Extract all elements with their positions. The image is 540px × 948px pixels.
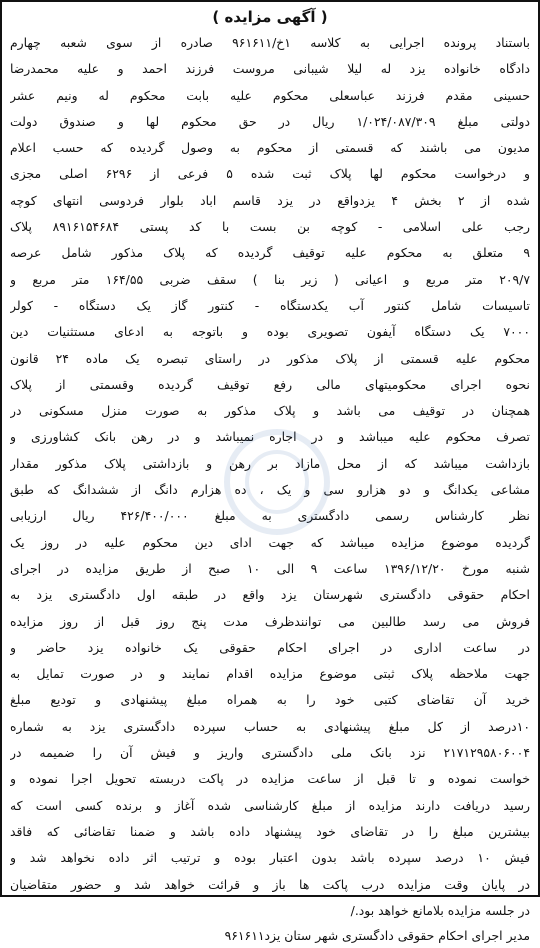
notice-line: ۹ متعلق به محکوم علیه توقیف گردیده که پلاک مذکور شامل عرصه xyxy=(10,245,530,261)
notice-line: فیش ۱۰ درصد سپرده باشد بدون اعتبار بوده و ترتیب اثر داده نخواهد شد و xyxy=(10,850,530,866)
notice-body xyxy=(10,30,530,924)
notice-line: خواست نموده و تا قبل از ساعت مزایده در پاکت دربسته تحویل اجرا نموده و xyxy=(10,771,530,787)
notice-line: همچنان در توقیف می باشد و پلاک مذکور به صورت منزل مسکونی در xyxy=(10,403,530,419)
notice-line: دادگاه خانواده یزد له لیلا شیبانی مروست فرزند احمد و علیه محمدرضا xyxy=(10,61,530,77)
notice-line: در پایان وقت مزایده درب پاکت ها باز و قرائت خواهد شد و حضور متقاضیان xyxy=(10,876,530,892)
notice-line: در جلسه مزایده بلامانع خواهد بود./ xyxy=(350,902,530,918)
notice-signature: مدیر اجرای احکام حقوقی دادگستری شهر ستان یزد۹۶۱۶۱۱ xyxy=(224,928,530,944)
notice-line: شده از ۲ بخش ۴ یزدواقع در یزد قاسم اباد بلوار فردوسی انتهای کوچه xyxy=(10,192,530,208)
notice-line: تصرف محکوم علیه میباشد و در اجاره نمیباشد و در رهن بانک کشاورزی و xyxy=(10,429,530,445)
notice-line: ۲۰۹/۷ متر مربع و اعیانی ( زیر بنا ) سقف ضربی ۱۶۴/۵۵ متر مربع و xyxy=(10,271,530,287)
notice-line: ۱۰درصد از کل مبلغ پیشنهادی به حساب سپرده دادگستری یزد به شماره xyxy=(10,718,530,734)
notice-line: ۷۰۰۰ یک دستگاه آیفون تصویری بوده و باتوجه به ادعای مستثنیات دین xyxy=(10,324,530,340)
notice-title: ( آگهی مزایده ) xyxy=(212,8,328,26)
notice-line: گردیده موضوع مزایده میباشد که جهت ادای دین محکوم علیه در روز یک xyxy=(10,534,530,550)
notice-line: احکام حقوقی دادگستری شهرستان یزد واقع در طبقه اول دادگستری یزد به xyxy=(10,587,530,603)
notice-line: تاسیسات شامل کنتور آب یکدستگاه - کنتور گاز یک دستگاه - کولر xyxy=(10,297,530,313)
notice-line: رسید دریافت دارند مزایده از مبلغ کارشناسی شده آغاز و برنده کسی است که xyxy=(10,797,530,813)
notice-line: نظر کارشناس رسمی دادگستری به مبلغ ۴۲۶/۴۰۰/۰۰۰ ریال ارزیابی xyxy=(10,508,530,524)
notice-line: باستناد پرونده اجرایی به کلاسه ۱خ/۹۶۱۶۱۱ صادره از سوی شعبه چهارم xyxy=(10,35,530,50)
notice-line: نحوه اجرای محکومیتهای مالی رفع توقیف گردیده وقسمتی از پلاک xyxy=(10,376,530,392)
notice-line: فروش می رسد طالبین می توانندظرف مدت پنج روز قبل از روز مزایده xyxy=(10,613,530,629)
notice-line: شنبه مورخ ۱۳۹۶/۱۲/۲۰ ساعت ۹ الی ۱۰ صبح از طریق مزایده در اجرای xyxy=(10,560,530,576)
notice-line: حسینی مقدم فرزند عباسعلی محکوم علیه بابت محکوم له ونیم عشر xyxy=(10,87,530,103)
notice-line: و درخواست محکوم لها پلاک ثبت شده ۵ فرعی از ۶۲۹۶ اصلی مجزی xyxy=(10,166,530,182)
notice-line: مشاعی یکدانگ و دو هزارو سی و یک ، ده هزارم دانگ از ششدانگ که طبق xyxy=(10,482,530,498)
notice-line: دولتی مبلغ ۱/۰۲۴/۰۸۷/۳۰۹ ریال در حق محکوم لها و صندوق دولت xyxy=(10,113,530,129)
notice-line: محکوم علیه قسمتی از پلاک مذکور در راستای تبصره یک ماده ۲۴ قانون xyxy=(10,350,530,366)
notice-line: خرید آن تقاضای کتبی خود را به همراه مبلغ پیشنهادی و تودیع مبلغ xyxy=(10,692,530,708)
notice-line: بیشترین مبلغ را در تقاضای خود پیشنهاد داده باشد و ضمنا تقاضائی که فاقد xyxy=(10,823,530,839)
notice-line: ۲۱۷۱۲۹۵۸۰۶۰۰۴ نزد بانک ملی دادگستری واریز و فیش آن را ضمیمه در xyxy=(10,745,530,761)
notice-line: بازداشت میباشد که از محل مازاد بر رهن و بازداشتی پلاک مذکور مقدار xyxy=(10,455,530,471)
notice-line: رجب علی اسلامی - کوچه بن بست با کد پستی ۸۹۱۶۱۵۴۶۸۴ پلاک xyxy=(10,219,530,235)
notice-line: جهت ملاحظه پلاک ثبتی موضوع مزایده اقدام نمایند و در صورت تمایل به xyxy=(10,666,530,682)
notice-line: در ساعت اداری در اجرای احکام حقوقی یک خانواده یزد حاضر و xyxy=(10,639,530,655)
notice-line: مدیون می باشند که قسمتی از محکوم به وصول گردیده که حسب اعلام xyxy=(10,140,530,156)
